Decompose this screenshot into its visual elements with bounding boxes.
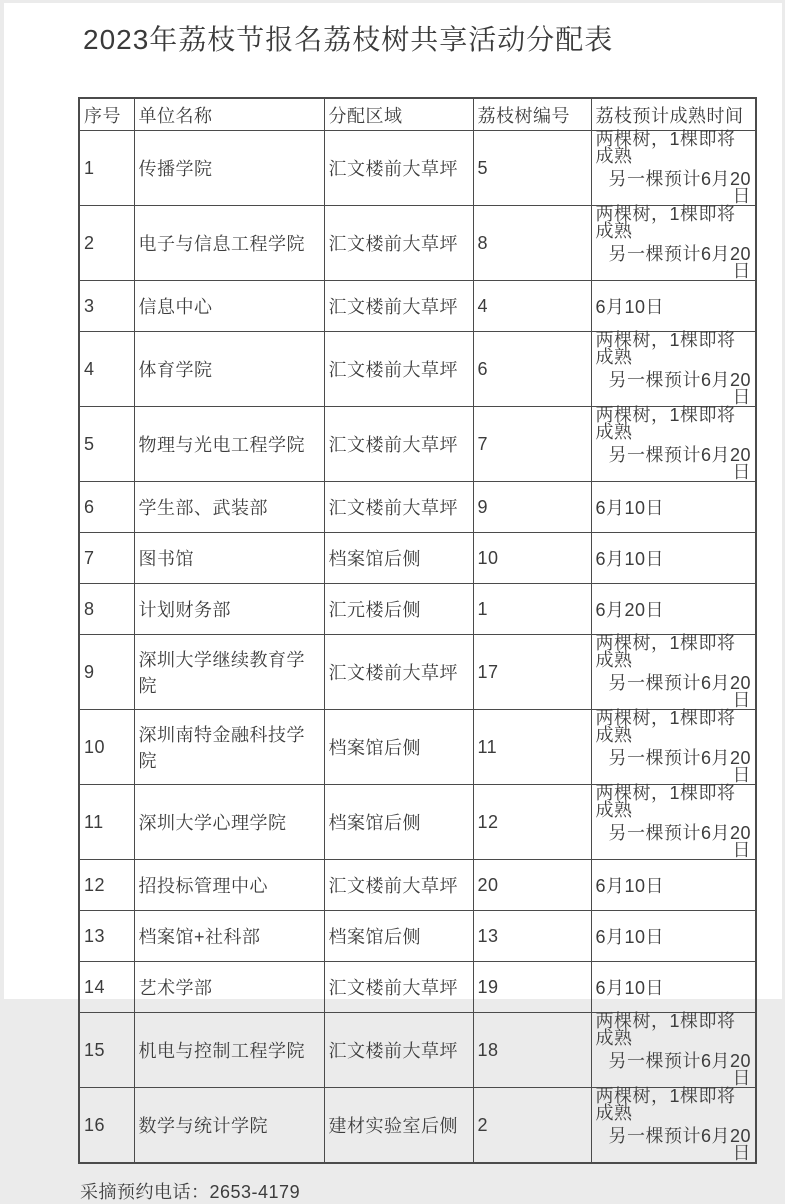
cell-unit-name: 招投标管理中心 bbox=[134, 860, 324, 911]
cell-unit-name: 艺术学部 bbox=[134, 962, 324, 1013]
cell-ripen-time bbox=[591, 131, 756, 206]
cell-tree-no: 10 bbox=[473, 533, 591, 584]
cell-no: 10 bbox=[79, 710, 134, 785]
cell-tree-no: 20 bbox=[473, 860, 591, 911]
cell-ripen-time bbox=[591, 407, 756, 482]
cell-ripen-time bbox=[591, 710, 756, 785]
ripen-time-date: 6月10日 bbox=[595, 876, 665, 896]
column-header-ripen-time: 荔枝预计成熟时间 bbox=[591, 98, 756, 131]
cell-ripen-time bbox=[591, 785, 756, 860]
document-content bbox=[4, 3, 782, 1204]
cell-tree-no: 18 bbox=[473, 1013, 591, 1088]
cell-no: 6 bbox=[79, 482, 134, 533]
table-row bbox=[79, 533, 756, 584]
ripen-time-date: 6月20日 bbox=[595, 600, 665, 620]
cell-area: 汇文楼前大草坪 bbox=[324, 635, 473, 710]
cell-area: 汇文楼前大草坪 bbox=[324, 407, 473, 482]
column-header-unit: 单位名称 bbox=[134, 98, 324, 131]
table-row bbox=[79, 281, 756, 332]
cell-area: 档案馆后侧 bbox=[324, 533, 473, 584]
cell-no: 13 bbox=[79, 911, 134, 962]
cell-area: 档案馆后侧 bbox=[324, 785, 473, 860]
table-header-row bbox=[79, 98, 756, 131]
cell-area: 汇文楼前大草坪 bbox=[324, 131, 473, 206]
cell-unit-name: 传播学院 bbox=[134, 131, 324, 206]
table-row bbox=[79, 911, 756, 962]
cell-ripen-time bbox=[591, 860, 756, 911]
cell-area: 建材实验室后侧 bbox=[324, 1088, 473, 1164]
cell-area: 档案馆后侧 bbox=[324, 911, 473, 962]
ripen-time-date: 6月10日 bbox=[595, 549, 665, 569]
cell-area: 档案馆后侧 bbox=[324, 710, 473, 785]
column-header-tree-no: 荔枝树编号 bbox=[473, 98, 591, 131]
page-title: 2023年荔枝节报名荔枝树共享活动分配表 bbox=[83, 24, 614, 55]
table-row bbox=[79, 206, 756, 281]
ripen-time-line1: 两棵树，1棵即将成熟 bbox=[595, 783, 736, 820]
cell-no: 5 bbox=[79, 407, 134, 482]
table-row bbox=[79, 860, 756, 911]
cell-unit-name: 信息中心 bbox=[134, 281, 324, 332]
ripen-time-line1: 两棵树，1棵即将成熟 bbox=[595, 708, 736, 745]
cell-area: 汇文楼前大草坪 bbox=[324, 281, 473, 332]
cell-unit-name: 深圳南特金融科技学院 bbox=[134, 710, 324, 785]
cell-unit-name: 数学与统计学院 bbox=[134, 1088, 324, 1164]
ripen-time-date: 6月10日 bbox=[595, 297, 665, 317]
cell-tree-no: 19 bbox=[473, 962, 591, 1013]
cell-unit-name: 学生部、武装部 bbox=[134, 482, 324, 533]
ripen-time-line2: 另一棵预计6月20日 bbox=[608, 748, 751, 785]
cell-tree-no: 11 bbox=[473, 710, 591, 785]
cell-area: 汇文楼前大草坪 bbox=[324, 332, 473, 407]
ripen-time-line1: 两棵树，1棵即将成熟 bbox=[595, 330, 736, 367]
ripen-time-line2: 另一棵预计6月20日 bbox=[608, 370, 751, 407]
ripen-time-line2: 另一棵预计6月20日 bbox=[608, 244, 751, 281]
ripen-time-line2: 另一棵预计6月20日 bbox=[608, 823, 751, 860]
cell-ripen-time bbox=[591, 281, 756, 332]
table-row bbox=[79, 332, 756, 407]
cell-no: 7 bbox=[79, 533, 134, 584]
ripen-time-line1: 两棵树，1棵即将成熟 bbox=[595, 1086, 736, 1123]
cell-area: 汇元楼后侧 bbox=[324, 584, 473, 635]
cell-tree-no: 1 bbox=[473, 584, 591, 635]
column-header-no: 序号 bbox=[79, 98, 134, 131]
ripen-time-line1: 两棵树，1棵即将成熟 bbox=[595, 204, 736, 241]
cell-unit-name: 物理与光电工程学院 bbox=[134, 407, 324, 482]
ripen-time-line1: 两棵树，1棵即将成熟 bbox=[595, 129, 736, 166]
table-row bbox=[79, 962, 756, 1013]
table-row bbox=[79, 131, 756, 206]
cell-unit-name: 档案馆+社科部 bbox=[134, 911, 324, 962]
cell-ripen-time bbox=[591, 533, 756, 584]
table-row bbox=[79, 407, 756, 482]
cell-unit-name: 机电与控制工程学院 bbox=[134, 1013, 324, 1088]
cell-unit-name: 体育学院 bbox=[134, 332, 324, 407]
cell-no: 11 bbox=[79, 785, 134, 860]
cell-area: 汇文楼前大草坪 bbox=[324, 860, 473, 911]
cell-tree-no: 6 bbox=[473, 332, 591, 407]
cell-ripen-time bbox=[591, 911, 756, 962]
cell-area: 汇文楼前大草坪 bbox=[324, 206, 473, 281]
cell-no: 3 bbox=[79, 281, 134, 332]
ripen-time-line1: 两棵树，1棵即将成熟 bbox=[595, 1011, 736, 1048]
cell-unit-name: 计划财务部 bbox=[134, 584, 324, 635]
ripen-time-line1: 两棵树，1棵即将成熟 bbox=[595, 405, 736, 442]
cell-area: 汇文楼前大草坪 bbox=[324, 1013, 473, 1088]
ripen-time-line2: 另一棵预计6月20日 bbox=[608, 1051, 751, 1088]
cell-no: 12 bbox=[79, 860, 134, 911]
cell-area: 汇文楼前大草坪 bbox=[324, 482, 473, 533]
ripen-time-date: 6月10日 bbox=[595, 498, 665, 518]
pickup-phone-note: 采摘预约电话：2653-4179 bbox=[80, 1182, 301, 1202]
allocation-table bbox=[78, 97, 757, 1164]
cell-no: 1 bbox=[79, 131, 134, 206]
ripen-time-line2: 另一棵预计6月20日 bbox=[608, 169, 751, 206]
cell-tree-no: 17 bbox=[473, 635, 591, 710]
table-row bbox=[79, 635, 756, 710]
ripen-time-line2: 另一棵预计6月20日 bbox=[608, 673, 751, 710]
cell-ripen-time bbox=[591, 332, 756, 407]
cell-ripen-time bbox=[591, 482, 756, 533]
ripen-time-line2: 另一棵预计6月20日 bbox=[608, 445, 751, 482]
cell-ripen-time bbox=[591, 584, 756, 635]
table-row bbox=[79, 710, 756, 785]
table-row bbox=[79, 785, 756, 860]
cell-ripen-time bbox=[591, 1013, 756, 1088]
cell-tree-no: 7 bbox=[473, 407, 591, 482]
column-header-area: 分配区域 bbox=[324, 98, 473, 131]
cell-tree-no: 8 bbox=[473, 206, 591, 281]
cell-ripen-time bbox=[591, 206, 756, 281]
cell-no: 9 bbox=[79, 635, 134, 710]
table-row bbox=[79, 1013, 756, 1088]
ripen-time-line1: 两棵树，1棵即将成熟 bbox=[595, 633, 736, 670]
ripen-time-line2: 另一棵预计6月20日 bbox=[608, 1126, 751, 1163]
table-row bbox=[79, 1088, 756, 1164]
cell-no: 2 bbox=[79, 206, 134, 281]
ripen-time-date: 6月10日 bbox=[595, 927, 665, 947]
cell-no: 8 bbox=[79, 584, 134, 635]
table-row bbox=[79, 482, 756, 533]
cell-no: 16 bbox=[79, 1088, 134, 1164]
cell-unit-name: 深圳大学心理学院 bbox=[134, 785, 324, 860]
cell-ripen-time bbox=[591, 635, 756, 710]
cell-tree-no: 12 bbox=[473, 785, 591, 860]
ripen-time-date: 6月10日 bbox=[595, 978, 665, 998]
cell-tree-no: 9 bbox=[473, 482, 591, 533]
cell-unit-name: 深圳大学继续教育学院 bbox=[134, 635, 324, 710]
cell-no: 14 bbox=[79, 962, 134, 1013]
cell-tree-no: 5 bbox=[473, 131, 591, 206]
cell-tree-no: 2 bbox=[473, 1088, 591, 1164]
cell-ripen-time bbox=[591, 1088, 756, 1164]
cell-unit-name: 电子与信息工程学院 bbox=[134, 206, 324, 281]
cell-tree-no: 13 bbox=[473, 911, 591, 962]
table-row bbox=[79, 584, 756, 635]
cell-unit-name: 图书馆 bbox=[134, 533, 324, 584]
cell-area: 汇文楼前大草坪 bbox=[324, 962, 473, 1013]
cell-no: 4 bbox=[79, 332, 134, 407]
cell-tree-no: 4 bbox=[473, 281, 591, 332]
cell-no: 15 bbox=[79, 1013, 134, 1088]
document-page bbox=[4, 3, 782, 1202]
cell-ripen-time bbox=[591, 962, 756, 1013]
